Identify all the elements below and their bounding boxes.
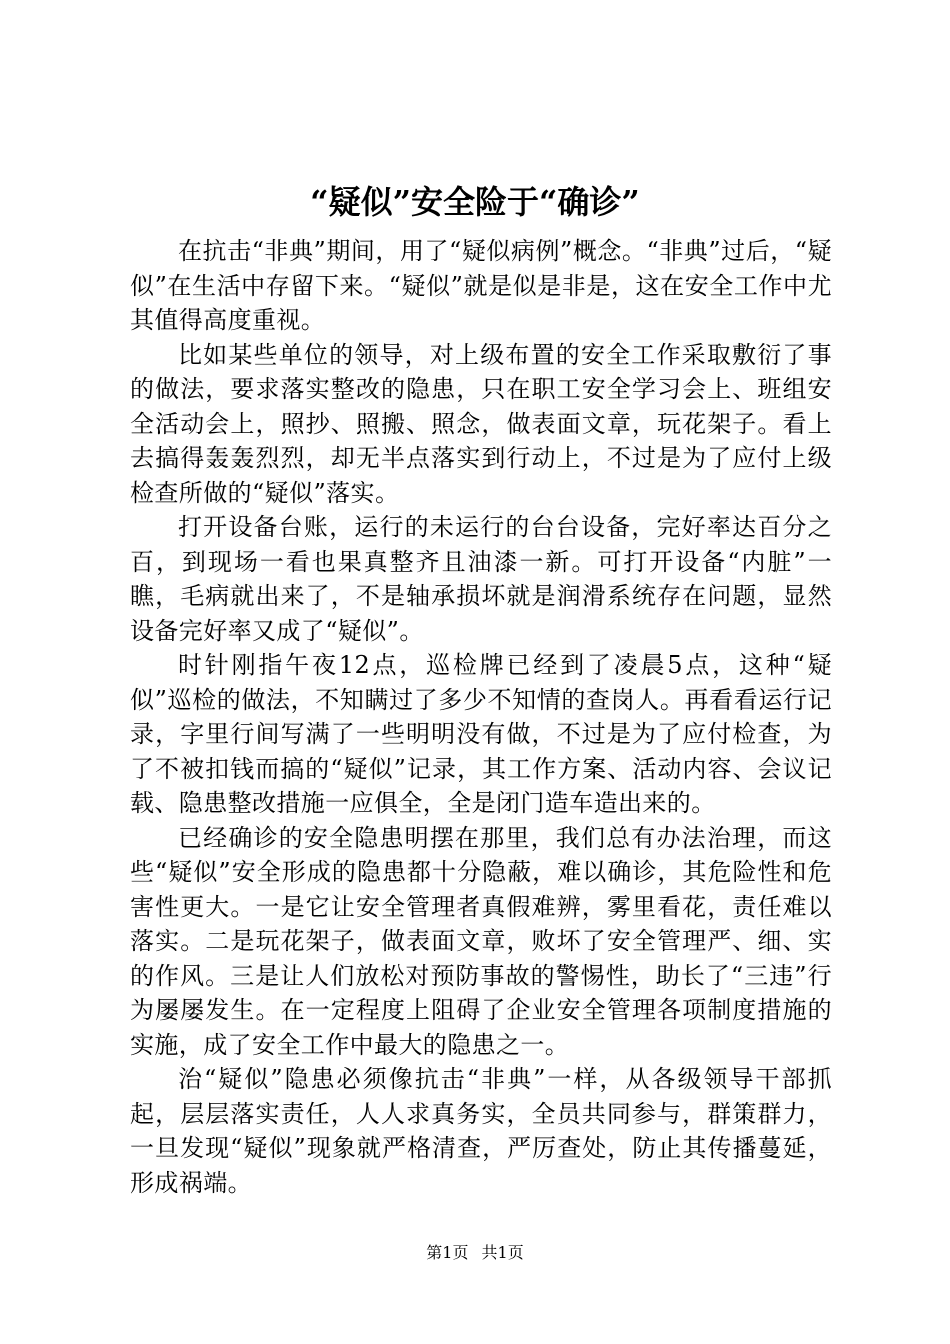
paragraph-4: 时针刚指午夜12点，巡检牌已经到了凌晨5点，这种“疑似”巡检的做法，不知瞒过了多少不知情的查岗人。再看看运行记录，字里行间写满了一些明明没有做，不过是为了应付检查，为了不被扣钱而搞的“疑似”记录，其工作方案、活动内容、会议记载、隐患整改措施一应俱全，全是闭门造车造出来的。 (130, 651, 832, 817)
paragraph-6: 治“疑似”隐患必须像抗击“非典”一样，从各级领导干部抓起，层层落实责任，人人求真务实，全员共同参与，群策群力，一旦发现“疑似”现象就严格清查，严厉查处，防止其传播蔓延，形成祸端。 (130, 1065, 832, 1197)
paragraph-5: 已经确诊的安全隐患明摆在那里，我们总有办法治理，而这些“疑似”安全形成的隐患都十分隐蔽，难以确诊，其危险性和危害性更大。一是它让安全管理者真假难辨，雾里看花，责任难以落实。二是玩花架子，做表面文章，败坏了安全管理严、细、实的作风。三是让人们放松对预防事故的警惕性，助长了“三违”行为屡屡发生。在一定程度上阻碍了企业安全管理各项制度措施的实施，成了安全工作中最大的隐患之一。 (130, 823, 832, 1059)
paragraph-3: 打开设备台账，运行的未运行的台台设备，完好率达百分之百，到现场一看也果真整齐且油漆一新。可打开设备“内脏”一瞧，毛病就出来了，不是轴承损坏就是润滑系统存在问题，显然设备完好率又成了“疑似”。 (130, 513, 832, 645)
page-footer (0, 1242, 950, 1264)
page-number: 第1页 (426, 1243, 469, 1262)
page-total: 共1页 (481, 1243, 524, 1262)
document-title: “疑似”安全险于“确诊” (310, 183, 640, 221)
paragraph-1: 在抗击“非典”期间，用了“疑似病例”概念。“非典”过后，“疑似”在生活中存留下来。“疑似”就是似是非是，这在安全工作中尤其值得高度重视。 (130, 237, 832, 334)
document-body (130, 234, 832, 1200)
paragraph-2: 比如某些单位的领导，对上级布置的安全工作采取敷衍了事的做法，要求落实整改的隐患，只在职工安全学习会上、班组安全活动会上，照抄、照搬、照念，做表面文章，玩花架子。看上去搞得轰轰烈烈，却无半点落实到行动上，不过是为了应付上级检查所做的“疑似”落实。 (130, 340, 832, 507)
